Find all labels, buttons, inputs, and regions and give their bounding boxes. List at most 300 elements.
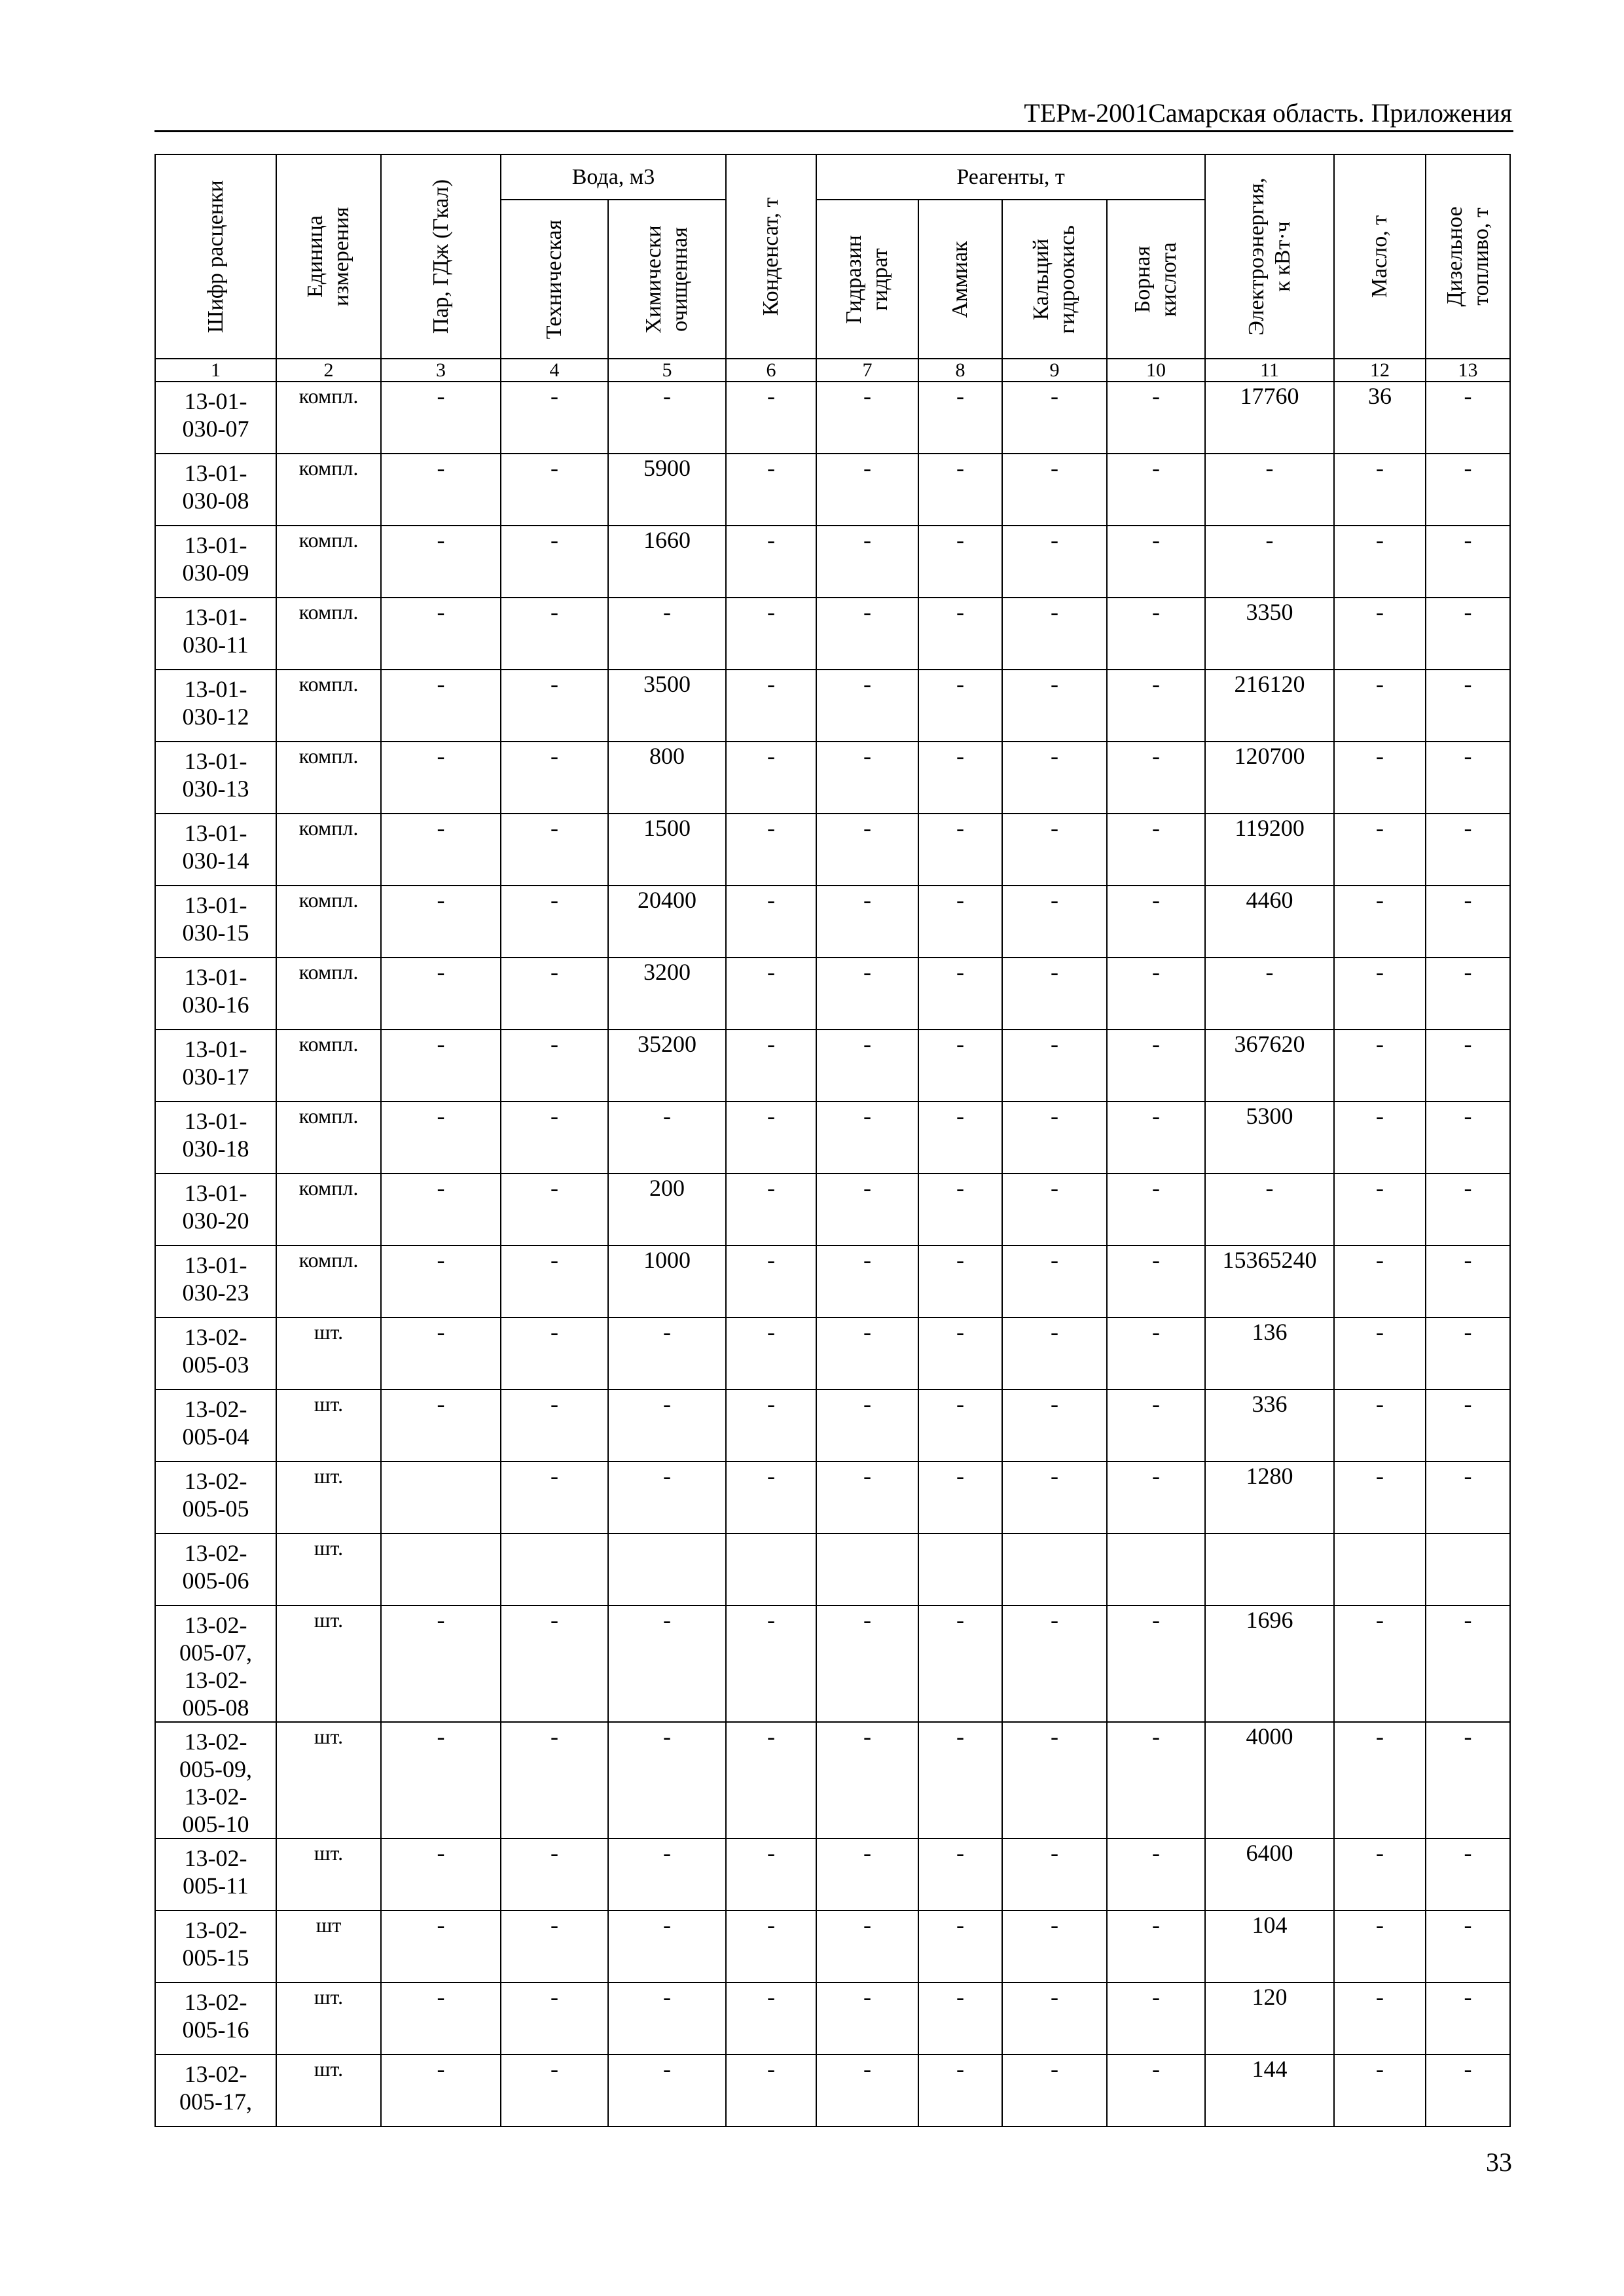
- cell-code: 13-01-030-11: [155, 598, 276, 670]
- cell-value: -: [1107, 2054, 1205, 2126]
- table-row: [155, 2054, 1510, 2126]
- cell-value: [1205, 1534, 1334, 1605]
- cell-value: -: [501, 1246, 608, 1318]
- cell-code: 13-01-030-16: [155, 958, 276, 1030]
- cell-value: -: [1002, 1102, 1107, 1174]
- cell-value: -: [726, 454, 816, 526]
- cell-value: -: [1426, 1246, 1510, 1318]
- cell-value: -: [816, 1605, 918, 1722]
- cell-value: -: [918, 1722, 1002, 1839]
- cell-value: -: [501, 2054, 608, 2126]
- cell-value: -: [726, 1318, 816, 1390]
- cell-unit: шт.: [276, 1318, 381, 1390]
- cell-value: -: [1334, 1722, 1426, 1839]
- cell-value: -: [1002, 958, 1107, 1030]
- cell-unit: шт: [276, 1910, 381, 1982]
- cell-value: -: [1002, 1318, 1107, 1390]
- cell-value: -: [608, 1839, 726, 1910]
- cell-value: -: [1334, 670, 1426, 742]
- cell-value: [1002, 1534, 1107, 1605]
- cell-value: -: [726, 1246, 816, 1318]
- page-number: 33: [1486, 2147, 1512, 2177]
- cell-value: -: [501, 1462, 608, 1534]
- cell-value: -: [501, 1910, 608, 1982]
- col-header-steam: Пар, ГДж (Гкал): [381, 154, 501, 359]
- cell-value: -: [1002, 742, 1107, 814]
- cell-value: -: [381, 1722, 501, 1839]
- cell-value: -: [918, 598, 1002, 670]
- cell-value: -: [726, 742, 816, 814]
- cell-value: -: [918, 2054, 1002, 2126]
- cell-value: 200: [608, 1174, 726, 1246]
- cell-value: -: [726, 1174, 816, 1246]
- table-row: [155, 454, 1510, 526]
- cell-value: 120700: [1205, 742, 1334, 814]
- cell-value: 1500: [608, 814, 726, 886]
- cell-value: [1107, 1534, 1205, 1605]
- cell-value: -: [1334, 1982, 1426, 2054]
- cell-value: -: [1426, 958, 1510, 1030]
- cell-value: [918, 1534, 1002, 1605]
- cell-value: -: [608, 382, 726, 454]
- cell-value: 5900: [608, 454, 726, 526]
- cell-value: -: [501, 958, 608, 1030]
- cell-code: 13-01-030-14: [155, 814, 276, 886]
- cell-code: 13-02-005-09, 13-02-005-10: [155, 1722, 276, 1839]
- table-row: [155, 1030, 1510, 1102]
- cell-value: -: [816, 1318, 918, 1390]
- cell-unit: шт.: [276, 1722, 381, 1839]
- cell-value: -: [1002, 670, 1107, 742]
- cell-value: -: [726, 1390, 816, 1462]
- cell-value: -: [501, 1390, 608, 1462]
- cell-value: -: [1334, 958, 1426, 1030]
- cell-code: 13-02-005-15: [155, 1910, 276, 1982]
- cell-value: -: [1426, 1318, 1510, 1390]
- cell-value: -: [918, 454, 1002, 526]
- cell-value: 119200: [1205, 814, 1334, 886]
- cell-value: -: [501, 1839, 608, 1910]
- cell-value: -: [726, 1982, 816, 2054]
- cell-value: -: [726, 1722, 816, 1839]
- cell-value: -: [918, 526, 1002, 598]
- cell-unit: шт.: [276, 2054, 381, 2126]
- cell-value: -: [381, 598, 501, 670]
- cell-value: 36: [1334, 382, 1426, 454]
- column-number: 2: [276, 359, 381, 382]
- cell-value: -: [501, 1174, 608, 1246]
- cell-value: -: [608, 1982, 726, 2054]
- cell-value: -: [381, 1246, 501, 1318]
- cell-value: -: [1107, 1839, 1205, 1910]
- cell-value: -: [381, 526, 501, 598]
- cell-value: -: [1426, 2054, 1510, 2126]
- cell-value: [816, 1534, 918, 1605]
- cell-value: -: [608, 1390, 726, 1462]
- cell-value: -: [1107, 526, 1205, 598]
- cell-value: -: [381, 886, 501, 958]
- cell-value: 800: [608, 742, 726, 814]
- cell-value: -: [816, 1462, 918, 1534]
- cell-value: 4460: [1205, 886, 1334, 958]
- cell-value: 3350: [1205, 598, 1334, 670]
- cell-value: -: [1334, 1462, 1426, 1534]
- cell-value: -: [1426, 1910, 1510, 1982]
- cell-value: -: [608, 2054, 726, 2126]
- col-header-oil: Масло, т: [1334, 154, 1426, 359]
- cell-unit: компл.: [276, 526, 381, 598]
- cell-value: -: [918, 1462, 1002, 1534]
- cell-unit: компл.: [276, 598, 381, 670]
- cell-value: [1334, 1534, 1426, 1605]
- cell-value: 3500: [608, 670, 726, 742]
- cell-value: 4000: [1205, 1722, 1334, 1839]
- cell-value: 5300: [1205, 1102, 1334, 1174]
- cell-value: -: [1107, 886, 1205, 958]
- cell-value: -: [1426, 886, 1510, 958]
- cell-value: -: [816, 1722, 918, 1839]
- cell-value: -: [1334, 814, 1426, 886]
- cell-value: -: [1426, 1102, 1510, 1174]
- cell-value: -: [816, 454, 918, 526]
- cell-value: -: [816, 1982, 918, 2054]
- cell-value: -: [1002, 1839, 1107, 1910]
- cell-value: -: [816, 814, 918, 886]
- cell-value: -: [381, 670, 501, 742]
- cell-value: -: [918, 958, 1002, 1030]
- cell-value: -: [608, 1102, 726, 1174]
- cell-value: -: [1107, 1605, 1205, 1722]
- cell-value: 15365240: [1205, 1246, 1334, 1318]
- cell-value: -: [726, 814, 816, 886]
- cell-value: -: [381, 1839, 501, 1910]
- cell-unit: шт.: [276, 1605, 381, 1722]
- cell-value: -: [501, 814, 608, 886]
- col-header-unit: Единица измерения: [276, 154, 381, 359]
- cell-value: -: [1107, 1462, 1205, 1534]
- cell-code: 13-02-005-06: [155, 1534, 276, 1605]
- cell-value: -: [726, 886, 816, 958]
- cell-value: -: [1334, 742, 1426, 814]
- cell-unit: шт.: [276, 1390, 381, 1462]
- cell-value: -: [1334, 1174, 1426, 1246]
- running-header: ТЕРм-2001Самарская область. Приложения: [1024, 98, 1512, 128]
- cell-value: -: [381, 2054, 501, 2126]
- cell-value: -: [1334, 1102, 1426, 1174]
- cell-value: -: [726, 670, 816, 742]
- cell-value: -: [1002, 598, 1107, 670]
- cell-code: 13-02-005-17,: [155, 2054, 276, 2126]
- table-row: [155, 958, 1510, 1030]
- cell-code: 13-02-005-07, 13-02-005-08: [155, 1605, 276, 1722]
- table-row: [155, 1839, 1510, 1910]
- cell-value: -: [1426, 742, 1510, 814]
- table-row: [155, 526, 1510, 598]
- table-row: [155, 1462, 1510, 1534]
- cell-value: -: [1334, 1030, 1426, 1102]
- cell-value: -: [381, 958, 501, 1030]
- cell-value: -: [816, 958, 918, 1030]
- col-header-water-chem: Химически очищенная: [608, 200, 726, 359]
- cell-value: 144: [1205, 2054, 1334, 2126]
- cell-value: -: [1107, 814, 1205, 886]
- cell-value: [608, 1534, 726, 1605]
- cell-value: -: [1426, 1605, 1510, 1722]
- cell-value: -: [1002, 814, 1107, 886]
- cell-value: -: [1426, 382, 1510, 454]
- cell-value: -: [816, 1839, 918, 1910]
- cell-value: -: [1002, 526, 1107, 598]
- cell-value: -: [608, 1910, 726, 1982]
- cell-value: -: [1426, 454, 1510, 526]
- cell-unit: шт.: [276, 1534, 381, 1605]
- cell-value: -: [1107, 1174, 1205, 1246]
- cell-unit: компл.: [276, 1030, 381, 1102]
- cell-value: -: [726, 1102, 816, 1174]
- cell-value: -: [1002, 382, 1107, 454]
- cell-code: 13-01-030-07: [155, 382, 276, 454]
- col-group-reagents: Реагенты, т: [816, 154, 1205, 200]
- cell-value: -: [1426, 1462, 1510, 1534]
- cell-value: 104: [1205, 1910, 1334, 1982]
- cell-code: 13-01-030-12: [155, 670, 276, 742]
- cell-value: 6400: [1205, 1839, 1334, 1910]
- col-header-code: Шифр расценки: [155, 154, 276, 359]
- cell-value: -: [381, 1102, 501, 1174]
- cell-value: -: [816, 2054, 918, 2126]
- cell-value: -: [816, 1910, 918, 1982]
- cell-value: -: [816, 1246, 918, 1318]
- cell-value: -: [726, 2054, 816, 2126]
- cell-value: -: [1334, 2054, 1426, 2126]
- cell-value: -: [1002, 1174, 1107, 1246]
- table-row: [155, 1982, 1510, 2054]
- cell-value: -: [816, 742, 918, 814]
- cell-value: -: [1107, 742, 1205, 814]
- cell-value: [1426, 1534, 1510, 1605]
- cell-value: -: [501, 670, 608, 742]
- cell-value: -: [816, 1030, 918, 1102]
- cell-value: -: [1334, 886, 1426, 958]
- cell-value: -: [726, 958, 816, 1030]
- cell-code: 13-01-030-18: [155, 1102, 276, 1174]
- cell-code: 13-02-005-04: [155, 1390, 276, 1462]
- cell-value: -: [918, 1102, 1002, 1174]
- cell-value: -: [816, 1390, 918, 1462]
- cell-code: 13-01-030-15: [155, 886, 276, 958]
- cell-code: 13-02-005-03: [155, 1318, 276, 1390]
- column-number: 7: [816, 359, 918, 382]
- cell-unit: компл.: [276, 742, 381, 814]
- cell-value: -: [1334, 1839, 1426, 1910]
- cell-value: -: [501, 1030, 608, 1102]
- column-number: 13: [1426, 359, 1510, 382]
- cell-value: -: [501, 526, 608, 598]
- cell-code: 13-01-030-20: [155, 1174, 276, 1246]
- cell-unit: шт.: [276, 1462, 381, 1534]
- cell-value: -: [1426, 1390, 1510, 1462]
- cell-value: -: [726, 598, 816, 670]
- cell-value: -: [918, 382, 1002, 454]
- cell-value: -: [726, 382, 816, 454]
- cell-code: 13-01-030-23: [155, 1246, 276, 1318]
- cell-value: 1280: [1205, 1462, 1334, 1534]
- table-row: [155, 1390, 1510, 1462]
- cell-value: -: [608, 1722, 726, 1839]
- column-number-row: [155, 359, 1510, 382]
- cell-value: 216120: [1205, 670, 1334, 742]
- cell-value: 1660: [608, 526, 726, 598]
- cell-value: -: [918, 1910, 1002, 1982]
- cell-value: -: [608, 1318, 726, 1390]
- cell-value: -: [726, 1605, 816, 1722]
- cell-value: -: [501, 1722, 608, 1839]
- cell-code: 13-02-005-05: [155, 1462, 276, 1534]
- cell-value: -: [1107, 1910, 1205, 1982]
- cell-value: -: [1334, 454, 1426, 526]
- cell-value: -: [1205, 958, 1334, 1030]
- table-row: [155, 1722, 1510, 1839]
- cell-value: -: [381, 454, 501, 526]
- cell-value: -: [816, 598, 918, 670]
- cell-code: 13-01-030-17: [155, 1030, 276, 1102]
- column-number: 10: [1107, 359, 1205, 382]
- cell-code: 13-01-030-08: [155, 454, 276, 526]
- cell-value: -: [1002, 1605, 1107, 1722]
- cell-value: -: [608, 1462, 726, 1534]
- col-header-ammonia: Аммиак: [918, 200, 1002, 359]
- cell-value: -: [501, 1982, 608, 2054]
- table-row: [155, 886, 1510, 958]
- cell-value: -: [1334, 1605, 1426, 1722]
- table-row: [155, 742, 1510, 814]
- cell-value: -: [1426, 814, 1510, 886]
- cell-value: -: [381, 1030, 501, 1102]
- col-header-condensate: Конденсат, т: [726, 154, 816, 359]
- cell-value: 1000: [608, 1246, 726, 1318]
- cell-value: -: [381, 742, 501, 814]
- cell-value: -: [816, 1174, 918, 1246]
- cell-value: -: [1107, 454, 1205, 526]
- cell-value: -: [1426, 1722, 1510, 1839]
- cell-value: 120: [1205, 1982, 1334, 2054]
- table-row: [155, 1910, 1510, 1982]
- cell-value: -: [501, 886, 608, 958]
- cell-value: -: [918, 1318, 1002, 1390]
- column-number: 11: [1205, 359, 1334, 382]
- cell-value: -: [918, 742, 1002, 814]
- cell-value: -: [1002, 2054, 1107, 2126]
- column-number: 6: [726, 359, 816, 382]
- cell-value: 35200: [608, 1030, 726, 1102]
- column-number: 4: [501, 359, 608, 382]
- cell-value: -: [1334, 1318, 1426, 1390]
- cell-value: -: [1002, 454, 1107, 526]
- cell-unit: компл.: [276, 886, 381, 958]
- cell-code: 13-01-030-13: [155, 742, 276, 814]
- cell-unit: компл.: [276, 454, 381, 526]
- cell-value: -: [918, 1030, 1002, 1102]
- column-number: 1: [155, 359, 276, 382]
- cell-value: [501, 1534, 608, 1605]
- cell-value: -: [726, 1462, 816, 1534]
- table-row: [155, 1102, 1510, 1174]
- col-header-diesel: Дизельное топливо, т: [1426, 154, 1510, 359]
- cell-value: -: [1002, 1390, 1107, 1462]
- cell-value: -: [1205, 1174, 1334, 1246]
- table-row: [155, 1174, 1510, 1246]
- cell-unit: компл.: [276, 814, 381, 886]
- cell-value: -: [381, 1982, 501, 2054]
- cell-value: -: [381, 814, 501, 886]
- table-row: [155, 1534, 1510, 1605]
- cell-value: -: [918, 1982, 1002, 2054]
- table-row: [155, 382, 1510, 454]
- cell-value: -: [1334, 598, 1426, 670]
- cell-code: 13-02-005-16: [155, 1982, 276, 2054]
- cell-value: -: [1002, 1982, 1107, 2054]
- cell-value: 3200: [608, 958, 726, 1030]
- cell-value: -: [816, 382, 918, 454]
- col-header-boric: Борная кислота: [1107, 200, 1205, 359]
- cell-value: 367620: [1205, 1030, 1334, 1102]
- col-header-calcium: Кальций гидроокись: [1002, 200, 1107, 359]
- resource-table: [154, 154, 1511, 2127]
- cell-value: 336: [1205, 1390, 1334, 1462]
- column-number: 8: [918, 359, 1002, 382]
- cell-value: -: [918, 1839, 1002, 1910]
- cell-value: -: [608, 598, 726, 670]
- cell-value: -: [726, 1910, 816, 1982]
- cell-value: -: [1107, 598, 1205, 670]
- table-row: [155, 670, 1510, 742]
- table-row: [155, 1605, 1510, 1722]
- cell-value: -: [1107, 670, 1205, 742]
- cell-value: 17760: [1205, 382, 1334, 454]
- cell-value: -: [1426, 598, 1510, 670]
- header-rule: [154, 130, 1513, 132]
- column-number: 12: [1334, 359, 1426, 382]
- cell-value: -: [381, 1318, 501, 1390]
- cell-value: -: [918, 670, 1002, 742]
- column-number: 9: [1002, 359, 1107, 382]
- cell-unit: шт.: [276, 1839, 381, 1910]
- cell-value: -: [1107, 1982, 1205, 2054]
- cell-unit: компл.: [276, 958, 381, 1030]
- cell-value: -: [1426, 1839, 1510, 1910]
- cell-value: -: [1334, 1910, 1426, 1982]
- cell-unit: компл.: [276, 1246, 381, 1318]
- cell-value: -: [1107, 1318, 1205, 1390]
- column-number: 3: [381, 359, 501, 382]
- cell-unit: компл.: [276, 1102, 381, 1174]
- cell-value: -: [1107, 1246, 1205, 1318]
- cell-value: -: [918, 1605, 1002, 1722]
- cell-value: -: [726, 1839, 816, 1910]
- cell-value: -: [1107, 1390, 1205, 1462]
- table-row: [155, 598, 1510, 670]
- cell-value: -: [1426, 1174, 1510, 1246]
- cell-value: -: [1107, 1722, 1205, 1839]
- cell-value: -: [501, 1318, 608, 1390]
- table-row: [155, 1246, 1510, 1318]
- cell-value: -: [501, 1605, 608, 1722]
- cell-value: -: [1426, 1982, 1510, 2054]
- cell-value: -: [816, 670, 918, 742]
- cell-code: 13-02-005-11: [155, 1839, 276, 1910]
- cell-value: -: [1002, 1722, 1107, 1839]
- cell-value: -: [1107, 382, 1205, 454]
